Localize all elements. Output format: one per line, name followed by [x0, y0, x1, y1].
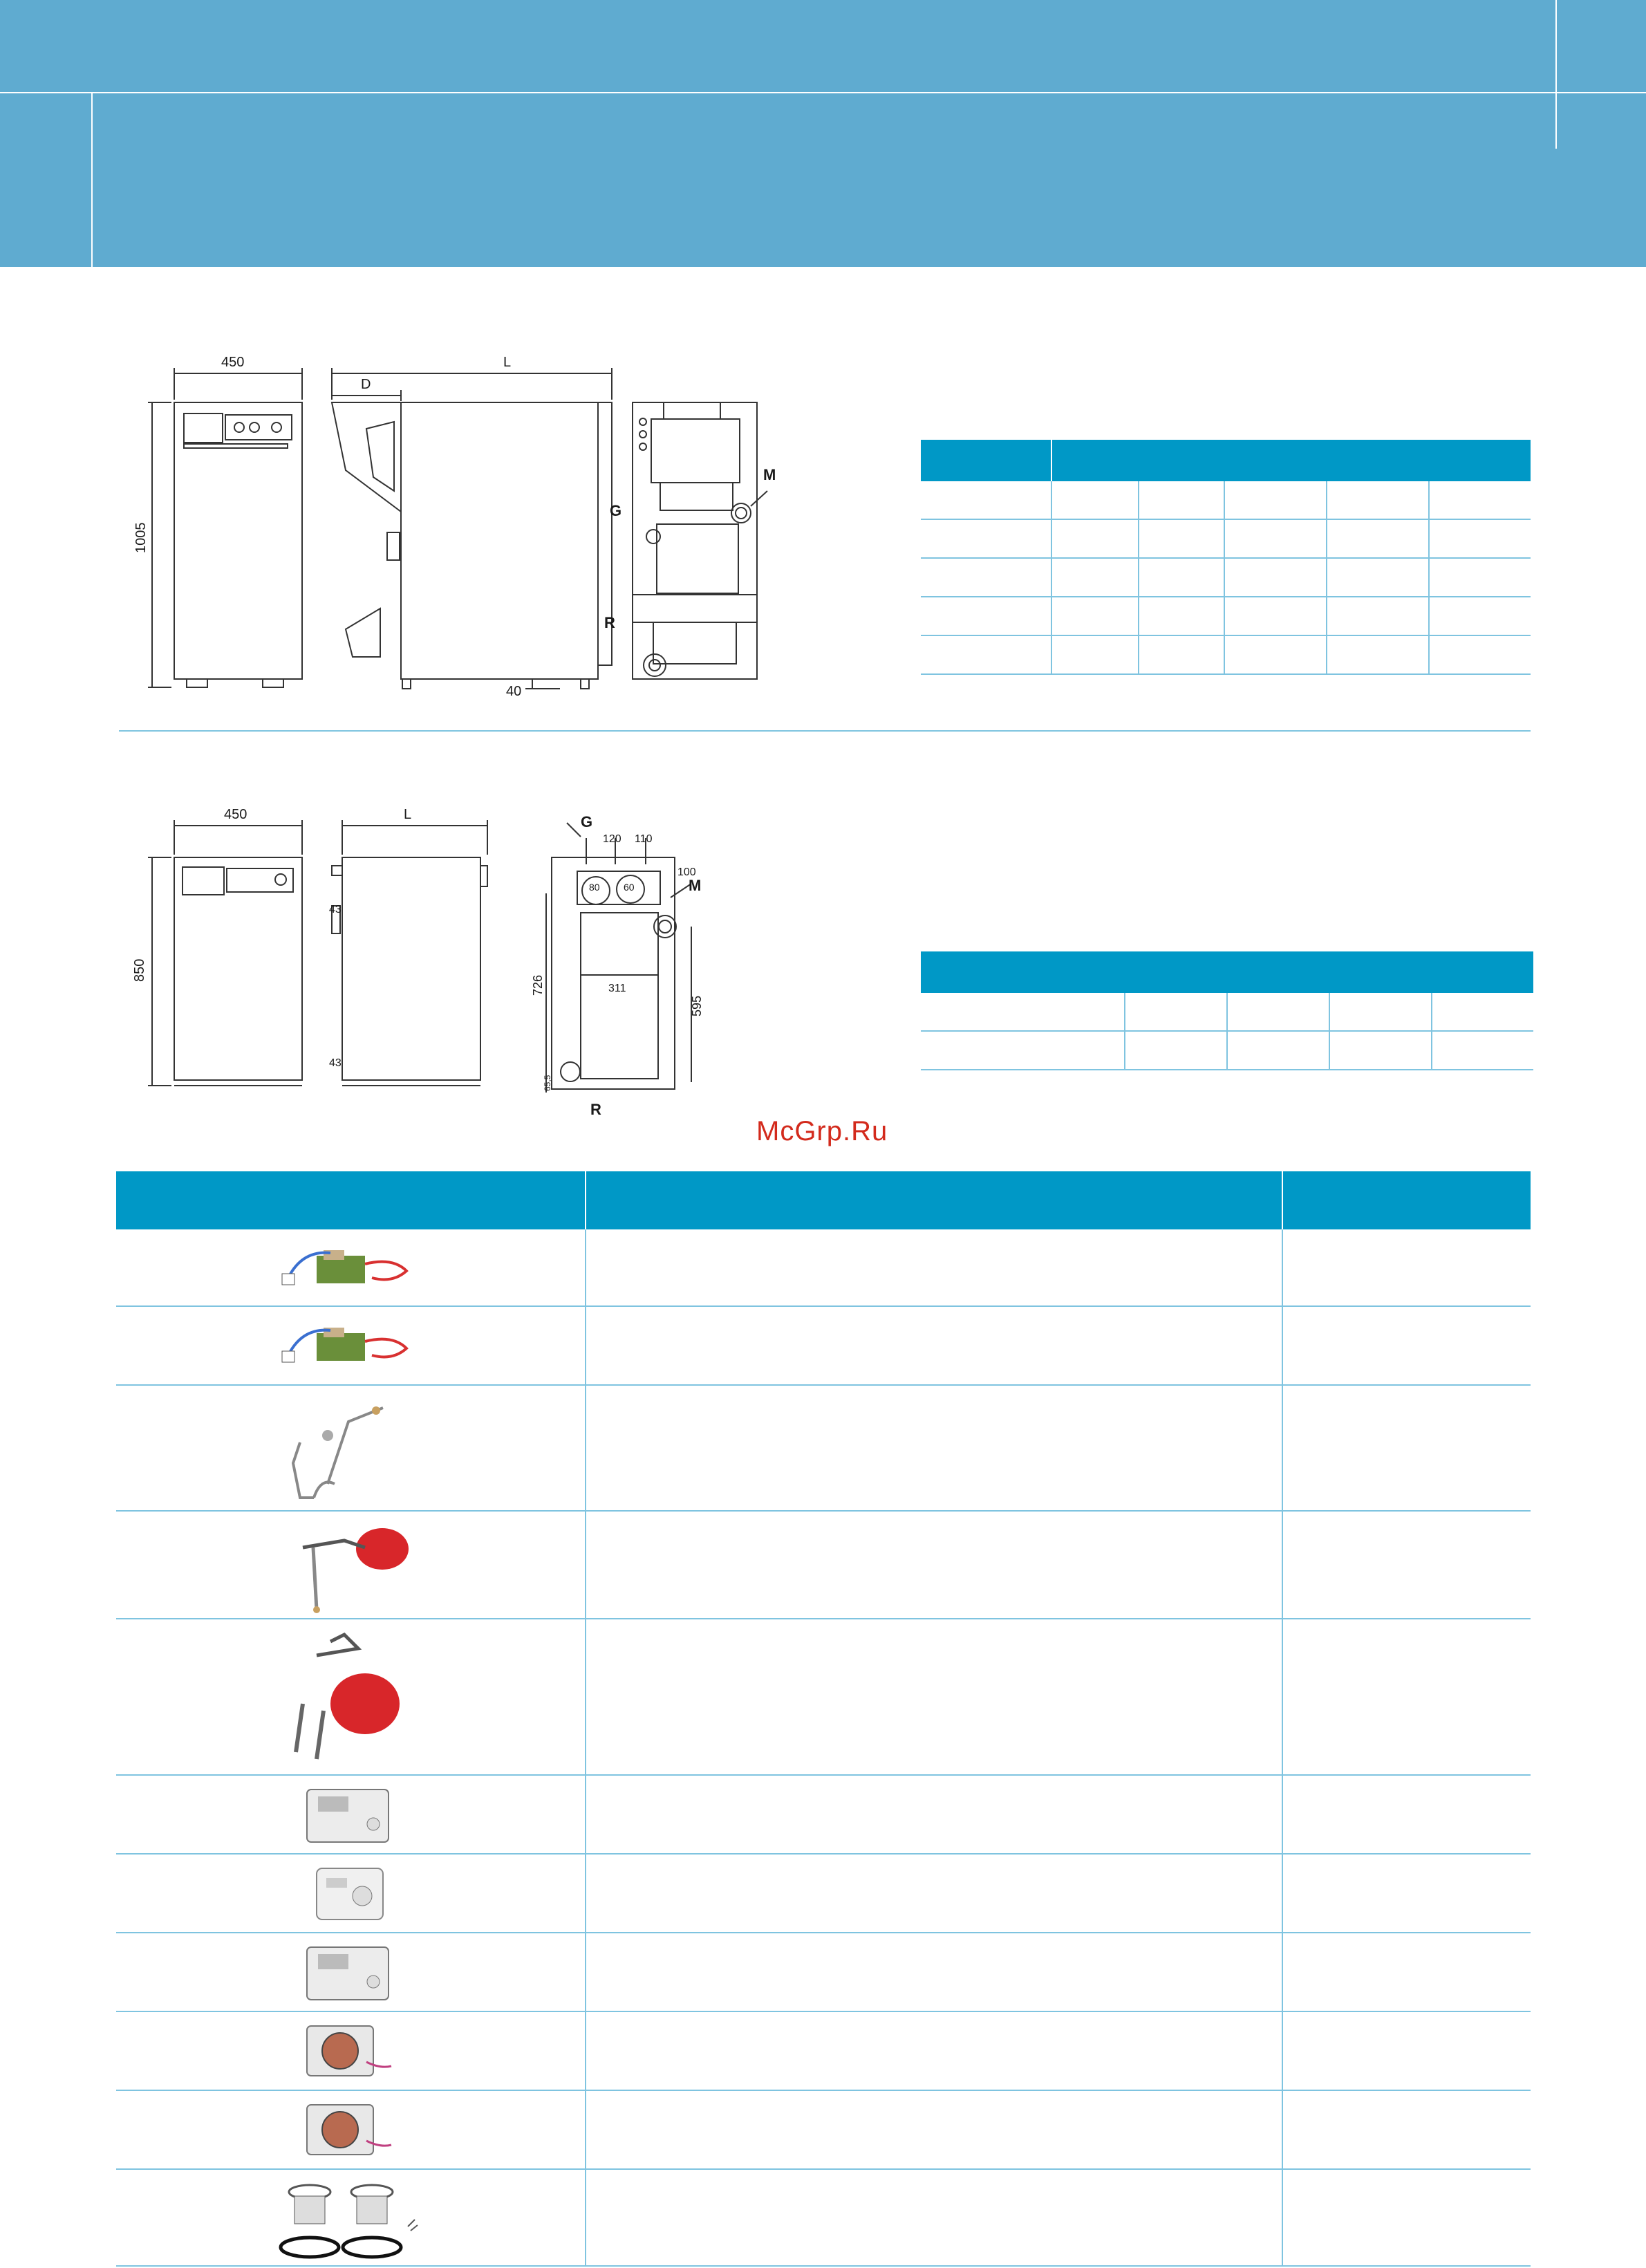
- expansion-vessel-kit-icon: [289, 1520, 413, 1617]
- spec-table-bottom: [921, 951, 1533, 1070]
- wiring-harness-icon: [275, 1321, 427, 1373]
- table-row: [921, 993, 1533, 1032]
- header-vertical-right: [1555, 0, 1557, 149]
- table-row: [921, 557, 1531, 597]
- table-row: [116, 1386, 1531, 1512]
- table-row: [116, 1512, 1531, 1619]
- table-row: [921, 1030, 1533, 1070]
- dim-43-top: 43: [329, 904, 342, 915]
- control-panel-icon: [304, 1943, 394, 2002]
- dim-80: 80: [589, 882, 600, 893]
- accessories-table-header: [116, 1171, 1531, 1229]
- conn-r-label: R: [604, 614, 615, 631]
- table-row: [921, 635, 1531, 675]
- dim-43-bottom: 43: [329, 1057, 342, 1069]
- dim-100: 100: [677, 866, 696, 878]
- dim-120: 120: [603, 833, 621, 845]
- accessories-table: [116, 1171, 1531, 2268]
- header-divider: [0, 92, 1646, 93]
- control-panel-icon: [304, 1785, 394, 1845]
- conn-g-label-2: G: [581, 813, 593, 830]
- dim-65-5: 65,5: [543, 1075, 552, 1091]
- width-dim-label: 450: [221, 355, 245, 370]
- spec-table-bottom-header: [921, 951, 1533, 993]
- table-row: [116, 1776, 1531, 1855]
- conn-m-label-2: M: [689, 877, 702, 894]
- length-dim-label: L: [503, 355, 512, 370]
- wiring-harness-icon: [275, 1243, 427, 1296]
- dim-60: 60: [624, 882, 635, 893]
- timer-clock-icon: [304, 2020, 394, 2083]
- height-dim-label-2: 850: [132, 958, 147, 982]
- col-sep: [1282, 1171, 1283, 1229]
- spec-table-top-header: [921, 440, 1531, 481]
- d-dim-label: D: [361, 377, 371, 392]
- dim-110: 110: [635, 833, 653, 845]
- conn-r-label-2: R: [590, 1101, 601, 1118]
- spec-table-top: [921, 440, 1531, 675]
- table-row: [116, 1933, 1531, 2012]
- section-divider: [119, 730, 1531, 732]
- table-row: [116, 1307, 1531, 1386]
- room-thermostat-icon: [312, 1864, 389, 1924]
- table-row: [921, 596, 1531, 636]
- conn-m-label: M: [763, 466, 776, 483]
- dim-595: 595: [690, 995, 704, 1016]
- watermark: McGrp.Ru: [756, 1116, 888, 1146]
- col-sep: [585, 1171, 586, 1229]
- table-row: [116, 1855, 1531, 1933]
- foot-dim-label: 40: [506, 684, 522, 699]
- expansion-vessel-pipe-kit-icon: [289, 1628, 413, 1766]
- dim-726: 726: [531, 974, 545, 996]
- table-row: [921, 481, 1531, 520]
- conn-g-label: G: [610, 502, 622, 519]
- timer-clock-icon: [304, 2099, 394, 2162]
- flue-adapter-kit-icon: [275, 2178, 427, 2261]
- header-band: [0, 0, 1646, 267]
- dim-311: 311: [608, 983, 626, 994]
- pipe-kit-icon: [286, 1394, 411, 1505]
- boiler-drawing-large: [133, 353, 781, 705]
- table-row: [116, 2170, 1531, 2267]
- header-vertical-left: [91, 92, 93, 267]
- table-row: [116, 1229, 1531, 1307]
- table-row: [116, 2012, 1531, 2091]
- table-row: [116, 1619, 1531, 1776]
- table-row: [921, 519, 1531, 559]
- table-row: [116, 2091, 1531, 2170]
- width-dim-label-2: 450: [224, 807, 247, 822]
- height-dim-label: 1005: [133, 522, 149, 553]
- length-dim-label-2: L: [404, 807, 412, 822]
- boiler-drawing-small: [132, 807, 760, 1120]
